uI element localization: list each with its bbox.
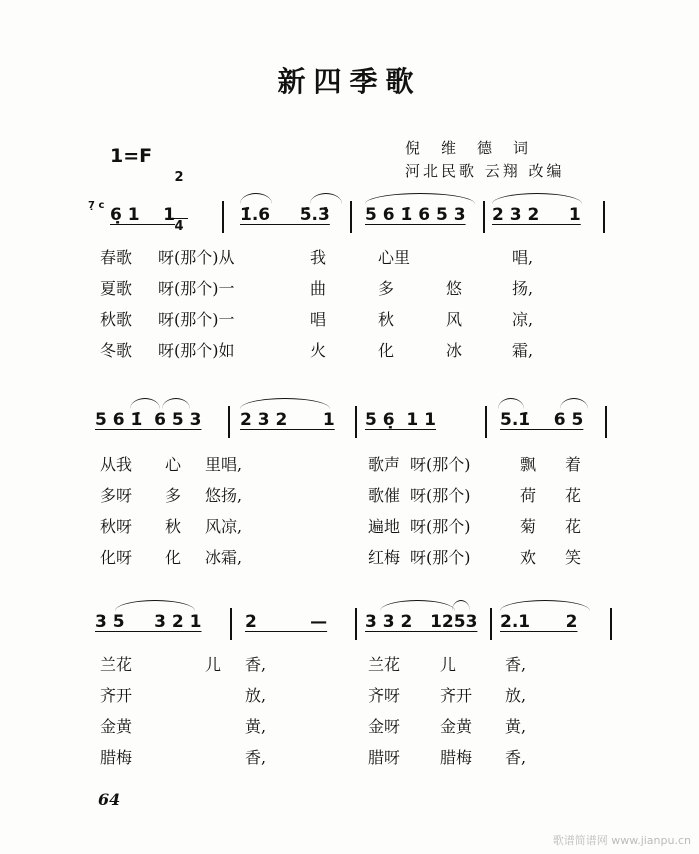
- lyric-syllable: 儿: [205, 655, 222, 674]
- slur: [560, 398, 588, 409]
- lyric-syllable: 呀(那个)如: [158, 341, 235, 360]
- lyric-syllable: 心里: [378, 248, 411, 267]
- barline: [490, 608, 492, 640]
- measure-notes: 5 6 1̇ 6 5 3: [95, 410, 202, 430]
- lyric-syllable: 香,: [505, 655, 527, 674]
- slur: [310, 193, 342, 204]
- lyric-syllable: 秋歌: [100, 310, 133, 329]
- lyric-syllable: 齐开: [440, 686, 473, 705]
- slur: [162, 398, 190, 409]
- measure-notes: 2 —: [245, 612, 328, 632]
- page-number: 64: [98, 790, 121, 809]
- lyric-syllable: 冬歌: [100, 341, 133, 360]
- lyric-syllable: 呀(那个): [410, 548, 471, 567]
- lyric-syllable: 多: [378, 279, 395, 298]
- lyric-syllable: 腊梅: [440, 748, 473, 767]
- lyric-syllable: 秋: [378, 310, 395, 329]
- slur: [240, 398, 330, 409]
- watermark: 歌谱简谱网 www.jianpu.cn: [552, 834, 691, 847]
- lyric-syllable: 悠: [446, 279, 463, 298]
- lyric-syllable: 齐呀: [368, 686, 401, 705]
- lyric-syllable: 呀(那个): [410, 486, 471, 505]
- lyric-syllable: 黄,: [505, 717, 527, 736]
- lyric-syllable: 火: [310, 341, 327, 360]
- lyric-syllable: 金黄: [440, 717, 473, 736]
- measure-notes: 5 6̣ 1 1: [365, 410, 436, 430]
- lyric-syllable: 曲: [310, 279, 327, 298]
- lyric-syllable: 秋呀: [100, 517, 133, 536]
- lyric-syllable: 香,: [505, 748, 527, 767]
- slur: [492, 193, 582, 204]
- barline: [350, 201, 352, 233]
- lyric-syllable: 腊梅: [100, 748, 133, 767]
- lyric-syllable: 悠扬,: [205, 486, 243, 505]
- lyric-syllable: 飘: [520, 455, 537, 474]
- lyric-syllable: 秋: [165, 517, 182, 536]
- lyric-syllable: 歌声: [368, 455, 401, 474]
- lyric-syllable: 遍地: [368, 517, 401, 536]
- lyric-syllable: 唱: [310, 310, 327, 329]
- measure-notes: 5 6 1̇ 6 5 3: [365, 205, 466, 225]
- lyric-syllable: 花: [565, 486, 582, 505]
- measure-notes: 3 3 2 1253: [365, 612, 478, 632]
- lyric-syllable: 冰霜,: [205, 548, 243, 567]
- lyric-syllable: 黄,: [245, 717, 267, 736]
- lyric-syllable: 风: [446, 310, 463, 329]
- lyric-syllable: 心: [165, 455, 182, 474]
- slur: [115, 600, 195, 611]
- barline: [610, 608, 612, 640]
- barline: [485, 406, 487, 438]
- lyric-syllable: 呀(那个)一: [158, 279, 235, 298]
- measure-notes: 6̣ 1 1: [110, 205, 176, 225]
- lyric-syllable: 呀(那个): [410, 455, 471, 474]
- lyric-syllable: 腊呀: [368, 748, 401, 767]
- lyricist-credit: 倪 维 德 词: [405, 139, 532, 157]
- lyric-syllable: 呀(那个)一: [158, 310, 235, 329]
- slur: [365, 193, 475, 204]
- lyric-syllable: 齐开: [100, 686, 133, 705]
- lyric-syllable: 菊: [520, 517, 537, 536]
- lyric-syllable: 放,: [245, 686, 267, 705]
- lyric-syllable: 香,: [245, 655, 267, 674]
- song-title: 新四季歌: [277, 65, 422, 98]
- lyric-syllable: 里唱,: [205, 455, 243, 474]
- lyric-syllable: 红梅: [368, 548, 401, 567]
- time-bottom: 4: [170, 218, 188, 235]
- lyric-syllable: 金呀: [368, 717, 401, 736]
- measure-notes: 2 3 2 1: [240, 410, 335, 430]
- arranger-credit: 河北民歌 云翔 改编: [405, 162, 565, 180]
- slur: [240, 193, 272, 204]
- barline: [228, 406, 230, 438]
- lyric-syllable: 金黄: [100, 717, 133, 736]
- barline: [222, 201, 224, 233]
- lyric-syllable: 化呀: [100, 548, 133, 567]
- lyric-syllable: 春歌: [100, 248, 133, 267]
- lyric-syllable: 扬,: [512, 279, 534, 298]
- barline: [355, 608, 357, 640]
- lyric-syllable: 笑: [565, 548, 582, 567]
- lyric-syllable: 花: [565, 517, 582, 536]
- barline: [230, 608, 232, 640]
- lyric-syllable: 多: [165, 486, 182, 505]
- lyric-syllable: 从我: [100, 455, 133, 474]
- lyric-syllable: 荷: [520, 486, 537, 505]
- measure-notes: 2 3 2 1: [492, 205, 581, 225]
- measure-notes: 5.1̇ 6 5: [500, 410, 584, 430]
- barline: [605, 406, 607, 438]
- measure-notes: 3 5 3 2 1: [95, 612, 202, 632]
- grace-note: 7̣ с: [88, 200, 105, 211]
- lyric-syllable: 多呀: [100, 486, 133, 505]
- measure-notes: 2.1 2: [500, 612, 578, 632]
- lyric-syllable: 兰花: [100, 655, 133, 674]
- lyric-syllable: 凉,: [512, 310, 534, 329]
- slur: [380, 600, 455, 611]
- lyric-syllable: 香,: [245, 748, 267, 767]
- lyric-syllable: 我: [310, 248, 327, 267]
- slur: [500, 600, 590, 611]
- lyric-syllable: 着: [565, 455, 582, 474]
- lyric-syllable: 欢: [520, 548, 537, 567]
- lyric-syllable: 风凉,: [205, 517, 243, 536]
- slur: [452, 600, 470, 611]
- barline: [355, 406, 357, 438]
- time-top: 2: [174, 170, 184, 185]
- barline: [603, 201, 605, 233]
- lyric-syllable: 化: [165, 548, 182, 567]
- lyric-syllable: 儿: [440, 655, 457, 674]
- lyric-syllable: 放,: [505, 686, 527, 705]
- measure-notes: 1̇.6 5̇.3̇: [240, 205, 330, 225]
- lyric-syllable: 歌催: [368, 486, 401, 505]
- slur: [498, 398, 524, 409]
- slur: [130, 398, 160, 409]
- lyric-syllable: 呀(那个): [410, 517, 471, 536]
- lyric-syllable: 化: [378, 341, 395, 360]
- key-signature: 1=F: [110, 145, 153, 167]
- lyric-syllable: 兰花: [368, 655, 401, 674]
- lyric-syllable: 呀(那个)从: [158, 248, 235, 267]
- lyric-syllable: 霜,: [512, 341, 534, 360]
- lyric-syllable: 夏歌: [100, 279, 133, 298]
- lyric-syllable: 冰: [446, 341, 463, 360]
- lyric-syllable: 唱,: [512, 248, 534, 267]
- barline: [483, 201, 485, 233]
